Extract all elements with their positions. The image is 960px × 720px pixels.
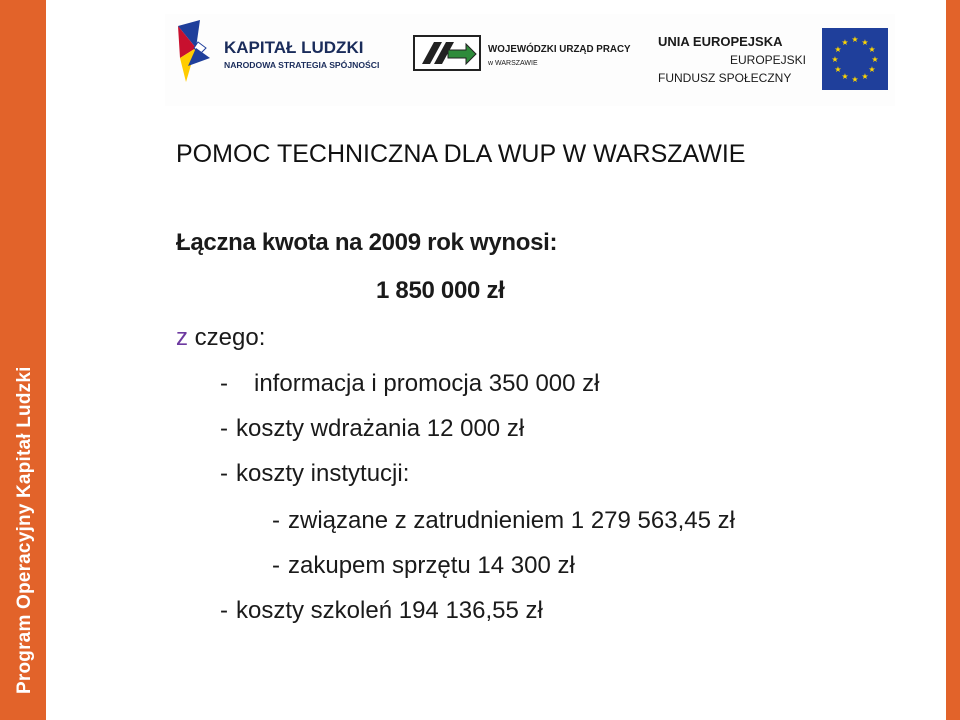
item-text: związane z zatrudnieniem 1 279 563,45 zł [288,507,735,534]
breakdown-item-promotion [220,370,600,398]
item-text: koszty szkoleń 194 136,55 zł [236,597,543,624]
kapital-ludzki-star-icon [176,18,222,88]
svg-text:★: ★ [871,55,879,64]
item-text: koszty wdrażania 12 000 zł [236,415,525,442]
breakdown-item-equipment [272,552,575,580]
breakdown-item-training [220,597,543,625]
svg-text:★: ★ [851,75,859,84]
kapital-ludzki-subtitle: NARODOWA STRATEGIA SPÓJNOŚCI [224,60,380,70]
item-text: informacja i promocja 350 000 zł [254,370,600,397]
wup-subtitle: w WARSZAWIE [488,60,538,67]
eu-line-1: UNIA EUROPEJSKA [658,34,783,49]
eu-logo [656,22,896,94]
item-dash: - [272,552,280,579]
eu-line-2: EUROPEJSKI [730,53,807,67]
item-dash: - [220,370,228,397]
item-dash: - [272,507,280,534]
svg-text:★: ★ [831,55,839,64]
summary-total: 1 850 000 zł [376,277,505,304]
right-edge-bar [946,0,960,720]
item-dash: - [220,597,228,624]
summary-label: Łączna kwota na 2009 rok wynosi: [176,229,558,256]
breakdown-intro-z: z [176,324,188,351]
svg-text:★: ★ [868,45,876,54]
eu-flag-icon [822,28,888,90]
wup-name: WOJEWÓDZKI URZĄD PRACY [488,44,631,55]
item-text: zakupem sprzętu 14 300 zł [288,552,575,579]
svg-text:★: ★ [841,38,849,47]
svg-text:★: ★ [868,65,876,74]
svg-text:★: ★ [834,45,842,54]
breakdown-item-implementation [220,415,524,443]
wup-logo [412,30,631,80]
breakdown-intro [176,324,265,352]
svg-text:★: ★ [851,35,859,44]
item-dash: - [220,460,228,487]
item-dash: - [220,415,228,442]
item-text: koszty instytucji: [236,460,410,487]
kapital-ludzki-logo [176,18,380,88]
svg-text:★: ★ [861,72,869,81]
side-banner [0,0,46,720]
page-title: POMOC TECHNICZNA DLA WUP W WARSZAWIE [176,140,746,168]
eu-line-3: FUNDUSZ SPOŁECZNY [658,71,792,85]
svg-text:★: ★ [834,65,842,74]
breakdown-item-employment [272,507,735,535]
wup-emblem-icon [412,30,482,76]
breakdown-intro-rest: czego: [194,324,266,351]
svg-text:★: ★ [861,38,869,47]
side-banner-text: Program Operacyjny Kapitał Ludzki [14,366,35,694]
breakdown-item-institution [220,460,409,488]
kapital-ludzki-name: KAPITAŁ LUDZKI [224,38,364,57]
svg-text:★: ★ [841,72,849,81]
